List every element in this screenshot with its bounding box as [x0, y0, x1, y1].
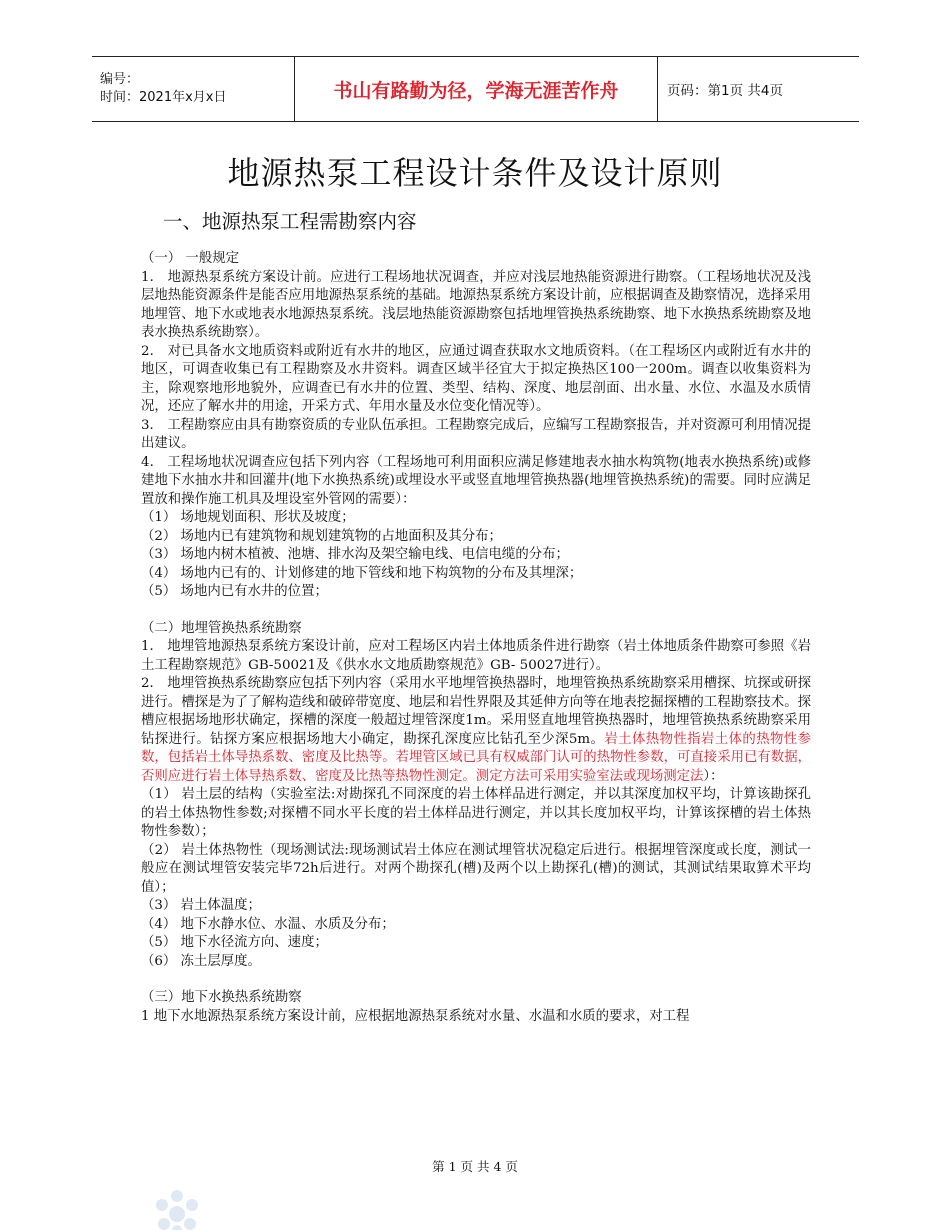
- body-paragraph: [141, 269, 811, 343]
- header-info-cell: [92, 57, 295, 122]
- page-footer: 第 1 页 共 4 页: [432, 1159, 518, 1174]
- paragraph-text: （5） 地下水径流方向、速度；: [141, 935, 328, 950]
- paragraph-text: 2． 地埋管换热系统勘察应包括下列内容（采用水平地埋管换热器时，地埋管换热系统勘察采用槽探、坑探或研探进行。槽探是为了了解构造线和破碎带宽度、地层和岩性界限及其延伸方向等在地表挖掘探槽的工程勘察技术。探槽应根据场地形状确定，探槽的深度一般超过埋管深度1m。采用竖直地埋管换热器时，地埋管换热系统勘察采用钻探进行。钻探方案应根据场地大小确定，勘探孔深度应比钻孔至少深5m。: [141, 676, 811, 747]
- body-paragraph: [141, 343, 811, 417]
- body-paragraph: [141, 509, 811, 528]
- paragraph-text: （6） 冻土层厚度。: [141, 953, 261, 969]
- paragraph-text: （一） 一般规定: [141, 251, 239, 266]
- paragraph-text: （3） 岩土体温度；: [141, 898, 261, 913]
- motto-text: 书山有路勤为径，学海无涯苦作舟: [295, 57, 658, 122]
- body-paragraph: [141, 583, 811, 602]
- paragraph-text: 4． 工程场地状况调查应包括下列内容（工程场地可利用面积应满足修建地表水抽水构筑物(地表水换热系统)或修建地下水抽水井和回灌井(地下水换热系统)或埋设水平或竖直地埋管换热器(地埋管换热系统)的需要。同时应满足置放和操作施工机具及埋设室外管网的需要）：: [141, 454, 811, 507]
- body-paragraph: [141, 638, 811, 675]
- paragraph-text: （3） 场地内树木植被、池塘、排水沟及架空输电线、电信电缆的分布；: [141, 547, 569, 562]
- snowflake-watermark-icon: [148, 1180, 206, 1230]
- body-paragraph: [141, 934, 811, 953]
- body-paragraph: [141, 953, 811, 972]
- body-paragraph: [141, 916, 811, 935]
- paragraph-text: （4） 地下水静水位、水温、水质及分布；: [141, 916, 395, 932]
- body-paragraph: [141, 897, 811, 916]
- body-paragraph: [141, 565, 811, 584]
- body-paragraph: [141, 786, 811, 842]
- body-paragraph: [141, 675, 811, 786]
- body-paragraph: [141, 546, 811, 565]
- paragraph-text: 1． 地源热泵系统方案设计前。应进行工程场地状况调查，并应对浅层地热能资源进行勘察。（工程场地状况及浅层地热能资源条件是能否应用地源热泵系统的基础。地源热泵系统方案设计前，应根据调查及勘察情况，选择采用地埋管、地下水或地表水地源热泵系统。浅层地热能资源勘察包括地埋管换热系统勘察、地下水换热系统勘察及地表水换热系统勘察）。: [141, 269, 811, 340]
- paragraph-text: （1） 岩土层的结构（实验室法:对勘探孔不同深度的岩土体样品进行测定，并以其深度加权平均，计算该勘探孔的岩土体热物性参数;对探槽不同水平长度的岩土体样品进行测定，并以其长度加权平均，计算该探槽的岩土体热物性参数）；: [141, 787, 811, 839]
- time-label: 时间：2021年x月x日: [100, 90, 227, 105]
- document-header: [92, 56, 859, 122]
- page-info: 页码：第1页 共4页: [658, 57, 860, 122]
- paragraph-text: （5） 场地内已有水井的位置；: [141, 584, 328, 599]
- paragraph-text: 3． 工程勘察应由具有勘察资质的专业队伍承担。工程勘察完成后，应编写工程勘察报告，并对资源可利用情况提出建议。: [141, 417, 811, 451]
- paragraph-text: （2） 场地内已有建筑物和规划建筑物的占地面积及其分布；: [141, 528, 502, 544]
- document-title: 地源热泵工程设计条件及设计原则: [227, 154, 723, 192]
- highlighted-text: 岩土体热物性指岩土体的热物性参数，包括岩土体导热系数、密度及比热等。若埋管区域已具有权威部门认可的热物性参数，可直接采用已有数据，否则应进行岩土体导热系数、密度及比热等热物性测定。测定方法可采用实验室法或现场测定法: [141, 731, 812, 784]
- paragraph-spacer: [141, 971, 811, 989]
- body-paragraph: [141, 250, 811, 269]
- paragraph-text: （1） 场地规划面积、形状及坡度；: [141, 510, 355, 525]
- body-paragraph: [141, 417, 811, 454]
- body-paragraph: [141, 989, 811, 1008]
- document-body: [141, 250, 811, 1026]
- paragraph-tail: ）：: [703, 768, 724, 784]
- paragraph-text: 2． 对已具备水文地质资料或附近有水井的地区，应通过调查获取水文地质资料。（在工程场区内或附近有水井的地区，可调查收集已有工程勘察及水井资料。调查区域半径宜大于拟定换热区100一200m。调查以收集资料为主，除观察地形地貌外，应调查已有水井的位置、类型、结构、深度、地层剖面、出水量、水位、水温及水质情况，还应了解水井的用途，开采方式、年用水量及水位变化情况等）。: [141, 343, 811, 414]
- paragraph-text: 1． 地埋管地源热泵系统方案设计前，应对工程场区内岩土体地质条件进行勘察（岩土体地质条件勘察可参照《岩土工程勘察规范》GB-50021及《供水水文地质勘察规范》GB- 50027进行）。: [141, 639, 811, 673]
- paragraph-text: （2） 岩土体热物性（现场测试法:现场测试岩土体应在测试埋管状况稳定后进行。根据埋管深度或长度，测试一般应在测试埋管安装完毕72h后进行。对两个勘探孔(槽)及两个以上勘探孔(槽)的测试，其测试结果取算术平均值）；: [141, 842, 811, 895]
- body-paragraph: [141, 454, 811, 510]
- section-heading: 一、地源热泵工程需勘察内容: [163, 210, 417, 233]
- body-paragraph: [141, 620, 811, 639]
- paragraph-text: 1 地下水地源热泵系统方案设计前，应根据地源热泵系统对水量、水温和水质的要求，对工程: [141, 1008, 690, 1024]
- body-paragraph: [141, 1008, 811, 1027]
- paragraph-text: （4） 场地内已有的、计划修建的地下管线和地下构筑物的分布及其埋深；: [141, 565, 583, 581]
- number-label: 编号：: [100, 72, 140, 87]
- body-paragraph: [141, 528, 811, 547]
- paragraph-text: （二）地埋管换热系统勘察: [141, 620, 302, 636]
- body-paragraph: [141, 842, 811, 898]
- paragraph-spacer: [141, 602, 811, 620]
- paragraph-text: （三）地下水换热系统勘察: [141, 990, 302, 1005]
